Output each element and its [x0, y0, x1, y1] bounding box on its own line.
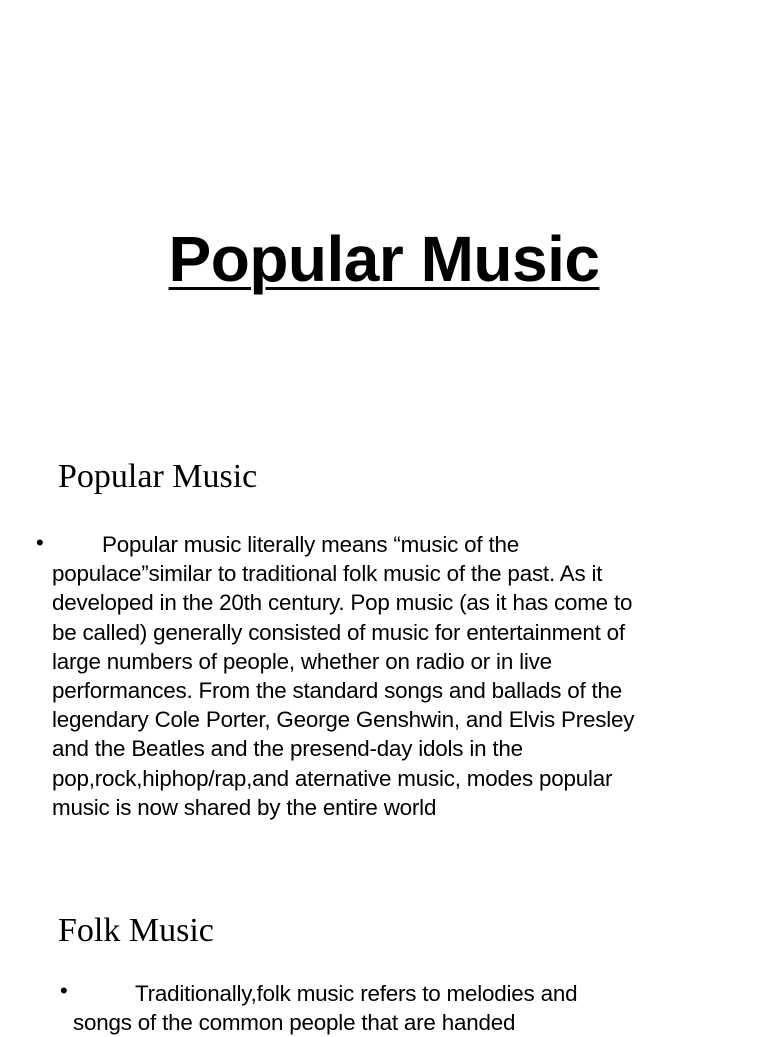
bullet-marker: • [60, 978, 68, 1003]
paragraph-line: performances. From the standard songs and ballads of the [52, 678, 623, 704]
paragraph-line: Traditionally,folk music refers to melodies and [135, 981, 578, 1006]
paragraph-line: be called) generally consisted of music for entertainment of [52, 619, 625, 645]
paragraph-line: legendary Cole Porter, George Genshwin, and Elvis Presley [52, 707, 635, 733]
paragraph-line: music is now shared by the entire world [52, 794, 437, 820]
paragraph-line: large numbers of people, whether on radio or in live [52, 648, 552, 674]
popular-music-paragraph [52, 530, 634, 822]
folk-music-paragraph [73, 979, 577, 1037]
paragraph-line: and the Beatles and the presend-day idols in the [52, 736, 523, 762]
paragraph-line: populace”similar to traditional folk music of the past. As it [52, 561, 603, 587]
paragraph-line: Popular music literally means “music of the [102, 532, 519, 557]
paragraph-line: songs of the common people that are handed [73, 1010, 516, 1036]
section-heading-popular-music: Popular Music [58, 458, 258, 495]
bullet-marker: • [36, 530, 44, 555]
page-title: Popular Music [168, 222, 600, 295]
paragraph-line: pop,rock,hiphop/rap,and aternative music, modes popular [52, 765, 613, 791]
section-heading-folk-music: Folk Music [58, 912, 214, 949]
paragraph-line: developed in the 20th century. Pop music (as it has come to [52, 590, 633, 616]
